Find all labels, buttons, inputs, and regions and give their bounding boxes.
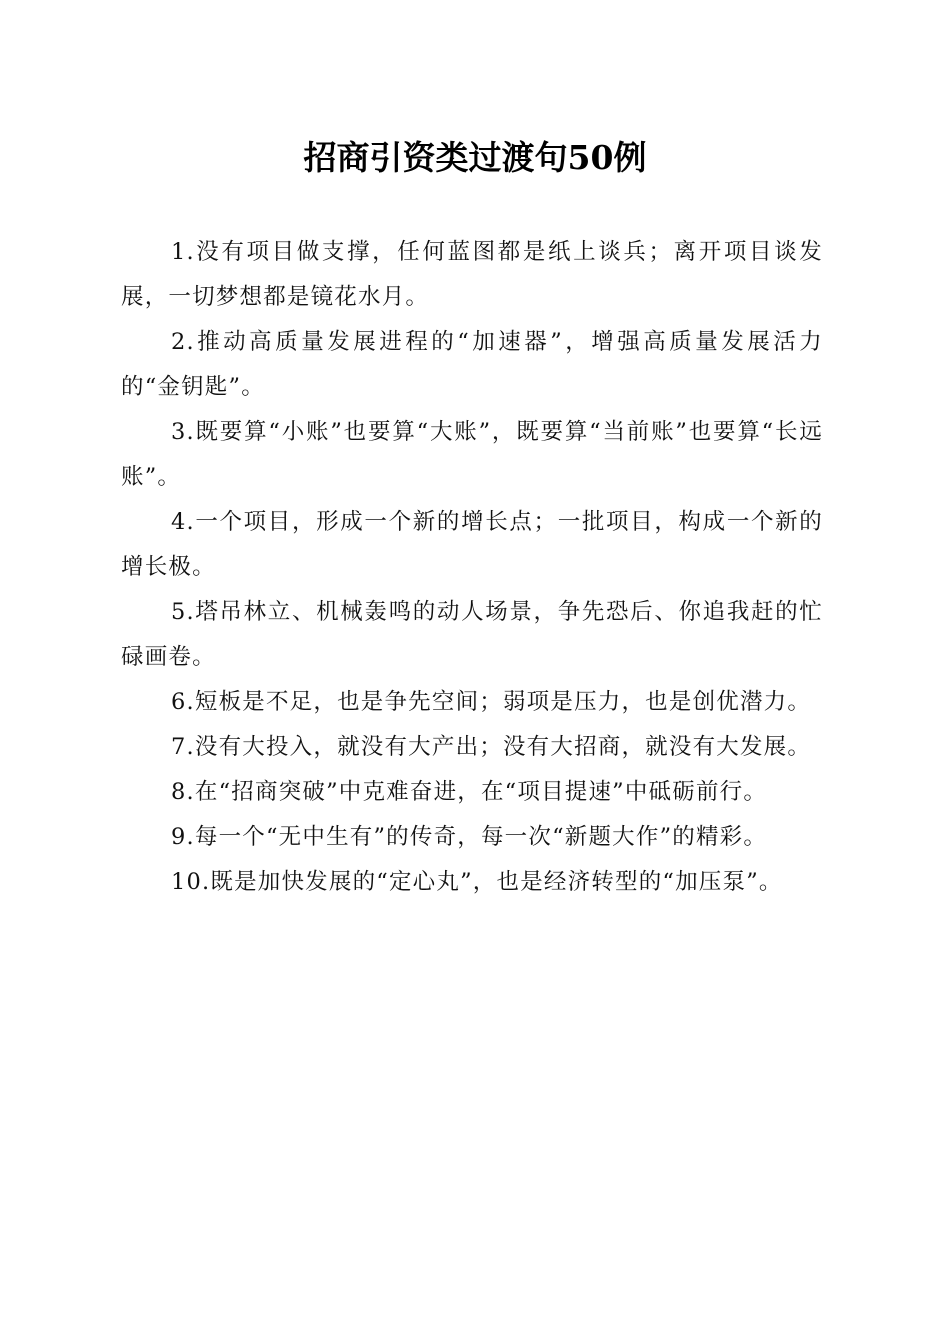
paragraph-3: 3.既要算“小账”也要算“大账”，既要算“当前账”也要算“长远账”。 — [121, 419, 823, 490]
paragraph-1: 1.没有项目做支撑，任何蓝图都是纸上谈兵；离开项目谈发展，一切梦想都是镜花水月。 — [121, 239, 823, 310]
paragraph-7: 7.没有大投入，就没有大产出；没有大招商，就没有大发展。 — [171, 734, 812, 760]
paragraph-10: 10.既是加快发展的“定心丸”，也是经济转型的“加压泵”。 — [171, 869, 783, 895]
paragraph-6: 6.短板是不足，也是争先空间；弱项是压力，也是创优潜力。 — [171, 689, 812, 715]
paragraph-8: 8.在“招商突破”中克难奋进，在“项目提速”中砥砺前行。 — [171, 779, 768, 805]
paragraph-9: 9.每一个“无中生有”的传奇，每一次“新题大作”的精彩。 — [171, 824, 768, 850]
document-body — [121, 230, 823, 905]
document-title: 招商引资类过渡句50例 — [303, 138, 647, 177]
paragraph-2: 2.推动高质量发展进程的“加速器”，增强高质量发展活力的“金钥匙”。 — [121, 329, 823, 400]
paragraph-5: 5.塔吊林立、机械轰鸣的动人场景，争先恐后、你追我赶的忙碌画卷。 — [121, 599, 823, 670]
paragraph-4: 4.一个项目，形成一个新的增长点；一批项目，构成一个新的增长极。 — [121, 509, 823, 580]
